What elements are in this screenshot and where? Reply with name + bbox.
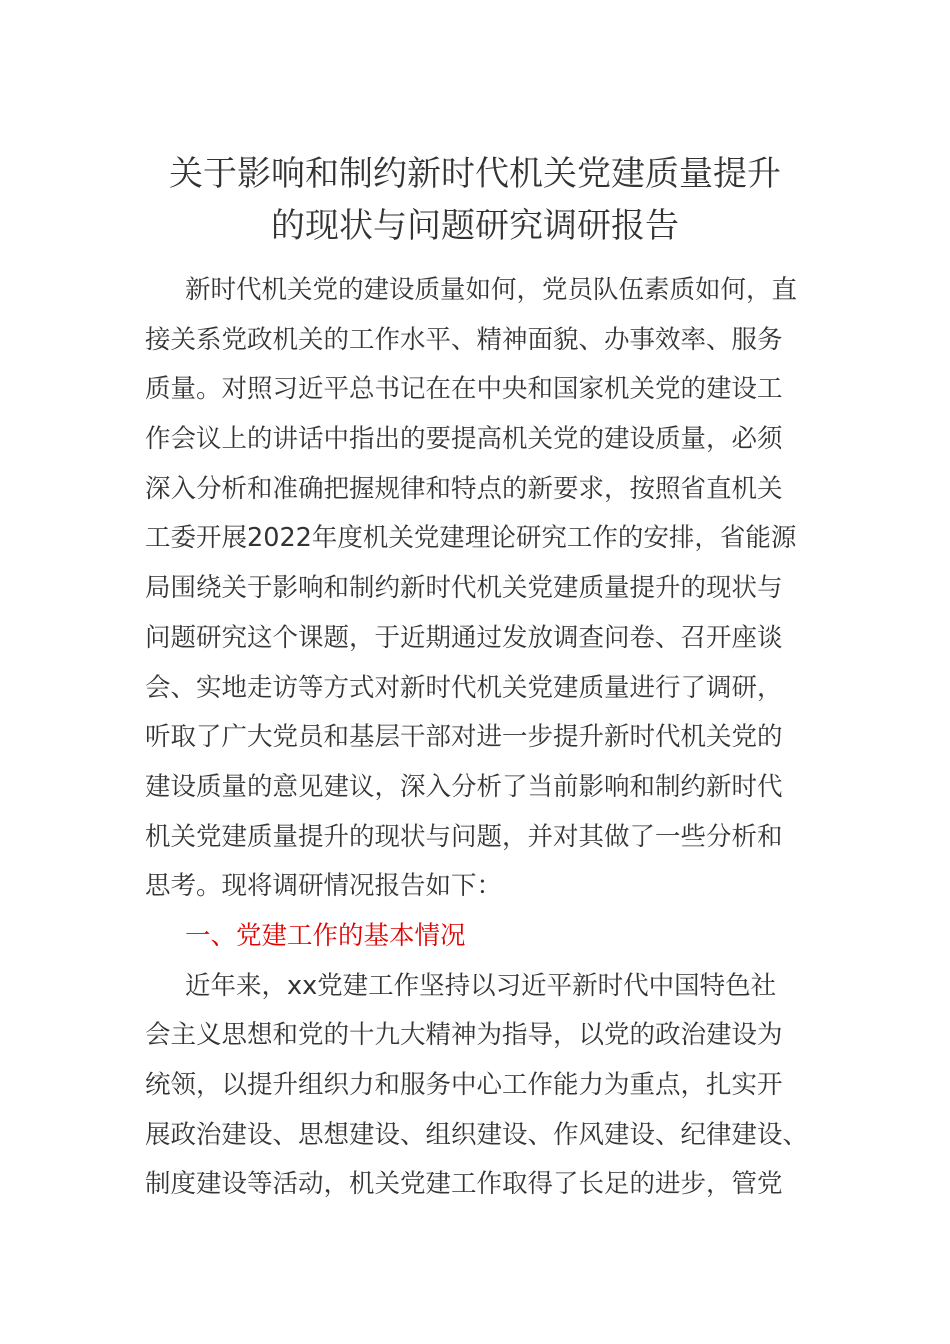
- paragraph-line: 思考。现将调研情况报告如下：: [145, 871, 503, 902]
- paragraph-line: 作会议上的讲话中指出的要提高机关党的建设质量，必须: [145, 424, 783, 455]
- paragraph-line: 统领，以提升组织力和服务中心工作能力为重点，扎实开: [145, 1070, 783, 1100]
- paragraph-line: 会、实地走访等方式对新时代机关党建质量进行了调研，: [145, 672, 783, 703]
- paragraph-line: 接关系党政机关的工作水平、精神面貌、办事效率、服务: [145, 324, 783, 355]
- section-heading: 一、党建工作的基本情况: [185, 920, 466, 951]
- paragraph-line: 质量。对照习近平总书记在在中央和国家机关党的建设工: [145, 374, 783, 405]
- paragraph-line: 工委开展2022年度机关党建理论研究工作的安排，省能源: [145, 523, 797, 554]
- paragraph-line: 展政治建设、思想建设、组织建设、作风建设、纪律建设、: [145, 1119, 809, 1150]
- paragraph-line: 建设质量的意见建议，深入分析了当前影响和制约新时代: [145, 771, 783, 802]
- paragraph-line: 机关党建质量提升的现状与问题，并对其做了一些分析和: [145, 821, 783, 852]
- paragraph-line: 局围绕关于影响和制约新时代机关党建质量提升的现状与: [145, 573, 783, 604]
- document-body: [145, 266, 810, 1210]
- paragraph-line: 会主义思想和党的十九大精神为指导，以党的政治建设为: [145, 1020, 783, 1051]
- paragraph-line: 制度建设等活动，机关党建工作取得了长足的进步，管党: [145, 1169, 783, 1200]
- title-line: 的现状与问题研究调研报告: [271, 206, 679, 246]
- paragraph-line: 听取了广大党员和基层干部对进一步提升新时代机关党的: [145, 722, 783, 753]
- paragraph-line: 近年来，xx党建工作坚持以习近平新时代中国特色社: [185, 970, 777, 1001]
- title-line: 关于影响和制约新时代机关党建质量提升: [169, 154, 781, 194]
- paragraph-line: 新时代机关党的建设质量如何，党员队伍素质如何，直: [185, 275, 798, 305]
- document-title: [100, 148, 850, 252]
- paragraph-line: 问题研究这个课题，于近期通过发放调查问卷、召开座谈: [145, 622, 783, 653]
- paragraph-line: 深入分析和准确把握规律和特点的新要求，按照省直机关: [145, 473, 783, 504]
